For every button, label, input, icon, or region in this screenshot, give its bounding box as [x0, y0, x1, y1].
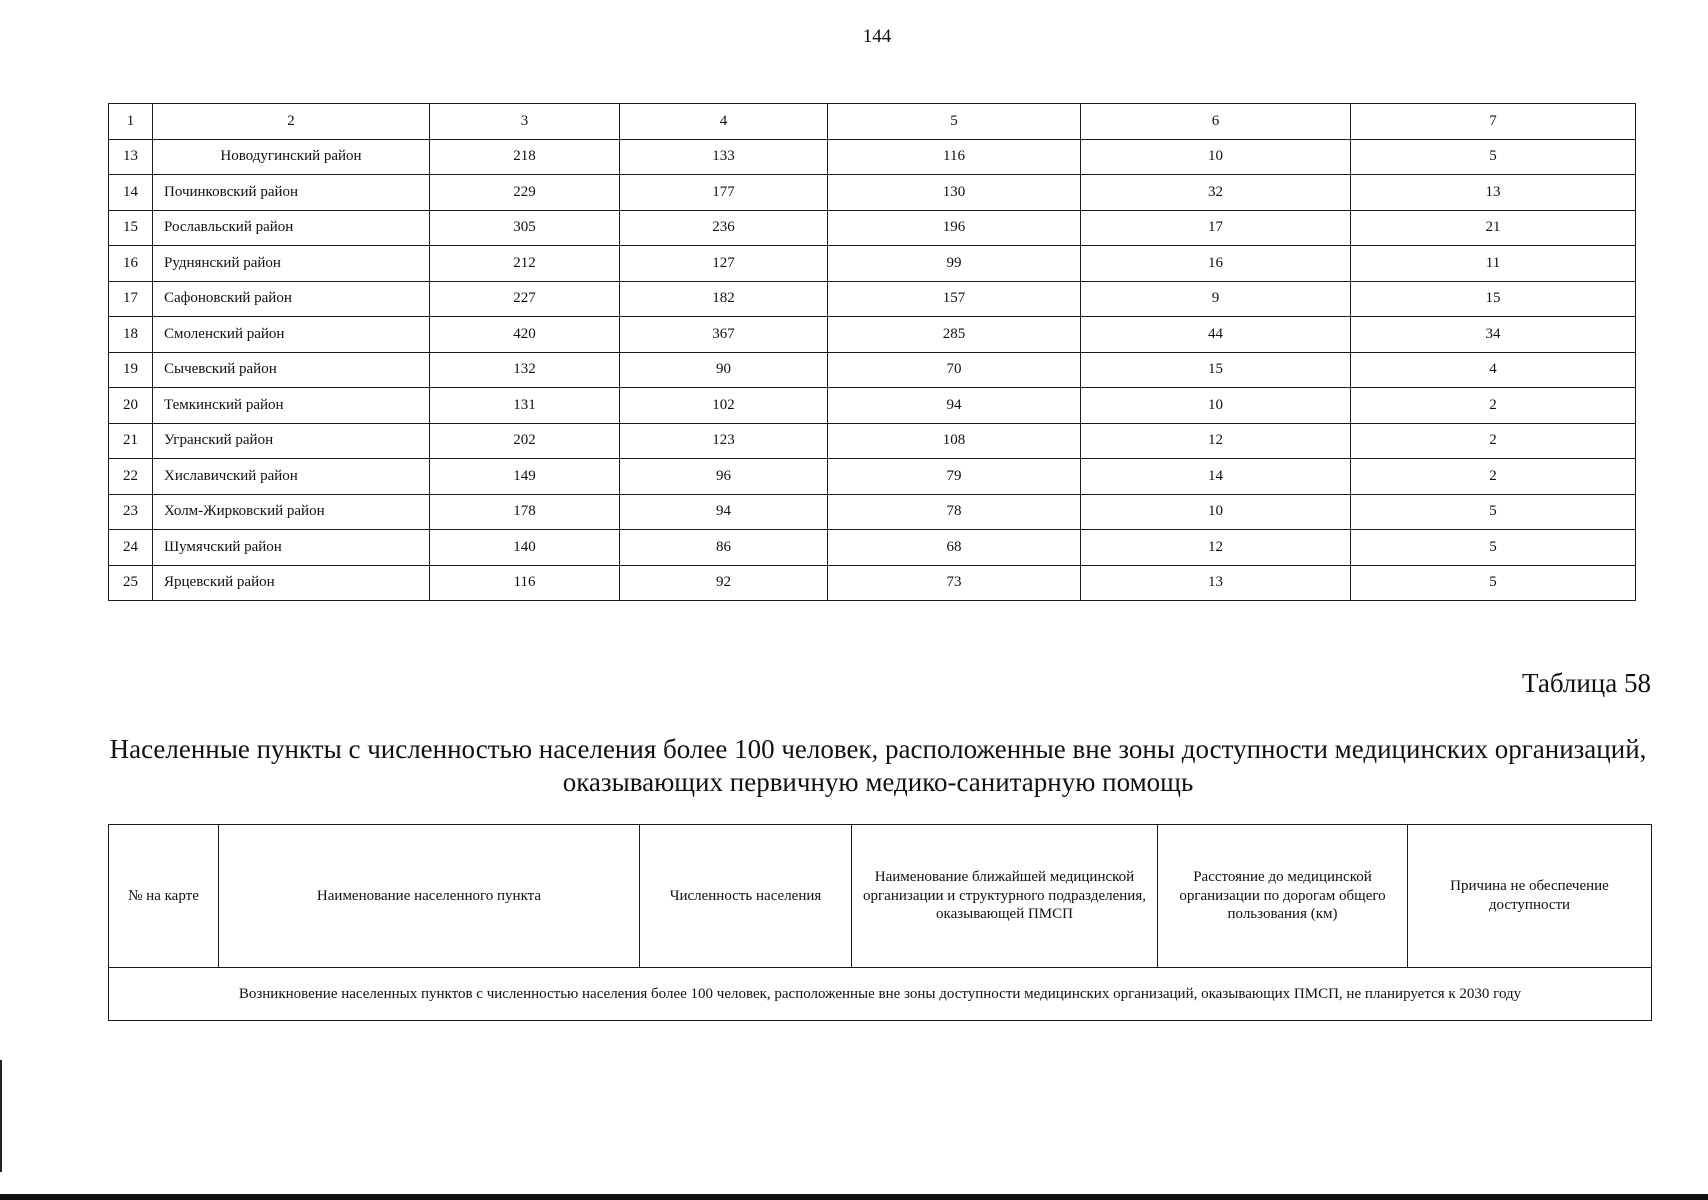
table-cell: 10	[1081, 494, 1351, 530]
table-cell: 229	[430, 175, 620, 211]
table-58	[108, 824, 1652, 1021]
district-name-cell: Починковский район	[153, 175, 430, 211]
table-cell: 78	[828, 494, 1081, 530]
table-cell: 9	[1081, 281, 1351, 317]
table-cell: 13	[1351, 175, 1636, 211]
table-cell: 133	[620, 139, 828, 175]
table-cell: 285	[828, 317, 1081, 353]
scan-bottom-border	[0, 1194, 1708, 1200]
table-row	[109, 246, 1636, 282]
table-cell: 212	[430, 246, 620, 282]
table-cell: 140	[430, 530, 620, 566]
table-cell: 92	[620, 565, 828, 601]
district-name-cell: Ярцевский район	[153, 565, 430, 601]
table-cell: 24	[109, 530, 153, 566]
table-cell: 73	[828, 565, 1081, 601]
table-cell: 79	[828, 459, 1081, 495]
table-title: Населенные пункты с численностью населения более 100 человек, расположенные вне зоны доступности медицинских организаций, оказывающих первичную медико-санитарную помощь	[109, 734, 1647, 797]
table-row	[109, 565, 1636, 601]
table-label: Таблица 58	[1522, 668, 1651, 698]
table-cell: 68	[828, 530, 1081, 566]
column-header-distance: Расстояние до медицинской организации по дорогам общего пользования (км)	[1158, 825, 1408, 968]
table-cell: 157	[828, 281, 1081, 317]
table-cell: 132	[430, 352, 620, 388]
table-cell: 116	[828, 139, 1081, 175]
table58-header-row	[109, 825, 1652, 968]
table58-note-row	[109, 968, 1652, 1021]
table-cell: 5	[1351, 565, 1636, 601]
table-cell: 149	[430, 459, 620, 495]
district-name-cell: Шумячский район	[153, 530, 430, 566]
table-cell: 4	[1351, 352, 1636, 388]
table-cell: 14	[1081, 459, 1351, 495]
table-cell: 17	[109, 281, 153, 317]
column-header-map-number: № на карте	[109, 825, 219, 968]
district-name-cell: Руднянский район	[153, 246, 430, 282]
table-cell: 16	[1081, 246, 1351, 282]
table-cell: 15	[1351, 281, 1636, 317]
table-cell: 178	[430, 494, 620, 530]
table-cell: 15	[1081, 352, 1351, 388]
table-cell: 2	[1351, 423, 1636, 459]
district-name-cell: Новодугинский район	[153, 139, 430, 175]
table-cell: 218	[430, 139, 620, 175]
table-cell: 19	[109, 352, 153, 388]
table-row	[109, 352, 1636, 388]
table58-note: Возникновение населенных пунктов с численностью населения более 100 человек, расположенные вне зоны доступности медицинских организаций, оказывающих ПМСП, не планируется к 2030 году	[109, 968, 1652, 1021]
page-number: 144	[862, 26, 892, 47]
table-cell: 20	[109, 388, 153, 424]
table-cell: 34	[1351, 317, 1636, 353]
table-cell: 86	[620, 530, 828, 566]
column-number: 2	[153, 104, 430, 140]
column-number: 1	[109, 104, 153, 140]
scan-edge-mark	[0, 1060, 2, 1172]
table-cell: 13	[1081, 565, 1351, 601]
table-row	[109, 139, 1636, 175]
table-cell: 367	[620, 317, 828, 353]
table-cell: 5	[1351, 494, 1636, 530]
table-cell: 116	[430, 565, 620, 601]
table-cell: 202	[430, 423, 620, 459]
table-cell: 94	[828, 388, 1081, 424]
table-cell: 70	[828, 352, 1081, 388]
district-name-cell: Хиславичский район	[153, 459, 430, 495]
table-cell: 17	[1081, 210, 1351, 246]
table-cell: 13	[109, 139, 153, 175]
table-cell: 21	[109, 423, 153, 459]
district-name-cell: Смоленский район	[153, 317, 430, 353]
column-header-population: Численность населения	[640, 825, 852, 968]
table-cell: 94	[620, 494, 828, 530]
table-cell: 236	[620, 210, 828, 246]
table-cell: 2	[1351, 388, 1636, 424]
column-number: 5	[828, 104, 1081, 140]
table-cell: 10	[1081, 139, 1351, 175]
table-row	[109, 459, 1636, 495]
column-number: 3	[430, 104, 620, 140]
table-cell: 130	[828, 175, 1081, 211]
table-cell: 96	[620, 459, 828, 495]
column-header-nearest-organization: Наименование ближайшей медицинской организации и структурного подразделения, оказывающей ПМСП	[852, 825, 1158, 968]
district-name-cell: Темкинский район	[153, 388, 430, 424]
table-cell: 90	[620, 352, 828, 388]
table-cell: 123	[620, 423, 828, 459]
table-cell: 2	[1351, 459, 1636, 495]
table-cell: 131	[430, 388, 620, 424]
district-name-cell: Угранский район	[153, 423, 430, 459]
table-cell: 177	[620, 175, 828, 211]
column-header-settlement-name: Наименование населенного пункта	[219, 825, 640, 968]
table-cell: 127	[620, 246, 828, 282]
table-cell: 11	[1351, 246, 1636, 282]
table-cell: 5	[1351, 139, 1636, 175]
column-number: 6	[1081, 104, 1351, 140]
column-number: 7	[1351, 104, 1636, 140]
district-name-cell: Сафоновский район	[153, 281, 430, 317]
table-cell: 10	[1081, 388, 1351, 424]
table-row	[109, 530, 1636, 566]
table-cell: 102	[620, 388, 828, 424]
table-row	[109, 494, 1636, 530]
table-cell: 227	[430, 281, 620, 317]
table-cell: 44	[1081, 317, 1351, 353]
column-number-row	[109, 104, 1636, 140]
table-cell: 21	[1351, 210, 1636, 246]
table-cell: 12	[1081, 423, 1351, 459]
table-cell: 22	[109, 459, 153, 495]
table-cell: 5	[1351, 530, 1636, 566]
table-row	[109, 388, 1636, 424]
district-name-cell: Сычевский район	[153, 352, 430, 388]
table-cell: 18	[109, 317, 153, 353]
continuation-table	[108, 103, 1636, 601]
table-cell: 99	[828, 246, 1081, 282]
table-cell: 16	[109, 246, 153, 282]
column-number: 4	[620, 104, 828, 140]
table-cell: 23	[109, 494, 153, 530]
table-cell: 12	[1081, 530, 1351, 566]
table-row	[109, 317, 1636, 353]
table-cell: 196	[828, 210, 1081, 246]
table-cell: 15	[109, 210, 153, 246]
table-cell: 32	[1081, 175, 1351, 211]
table-cell: 108	[828, 423, 1081, 459]
table-cell: 14	[109, 175, 153, 211]
table-cell: 25	[109, 565, 153, 601]
table-cell: 305	[430, 210, 620, 246]
table-cell: 420	[430, 317, 620, 353]
district-name-cell: Холм-Жирковский район	[153, 494, 430, 530]
table-row	[109, 423, 1636, 459]
table-row	[109, 281, 1636, 317]
table-cell: 182	[620, 281, 828, 317]
table-row	[109, 210, 1636, 246]
district-name-cell: Рославльский район	[153, 210, 430, 246]
column-header-reason: Причина не обеспечение доступности	[1408, 825, 1652, 968]
table-row	[109, 175, 1636, 211]
